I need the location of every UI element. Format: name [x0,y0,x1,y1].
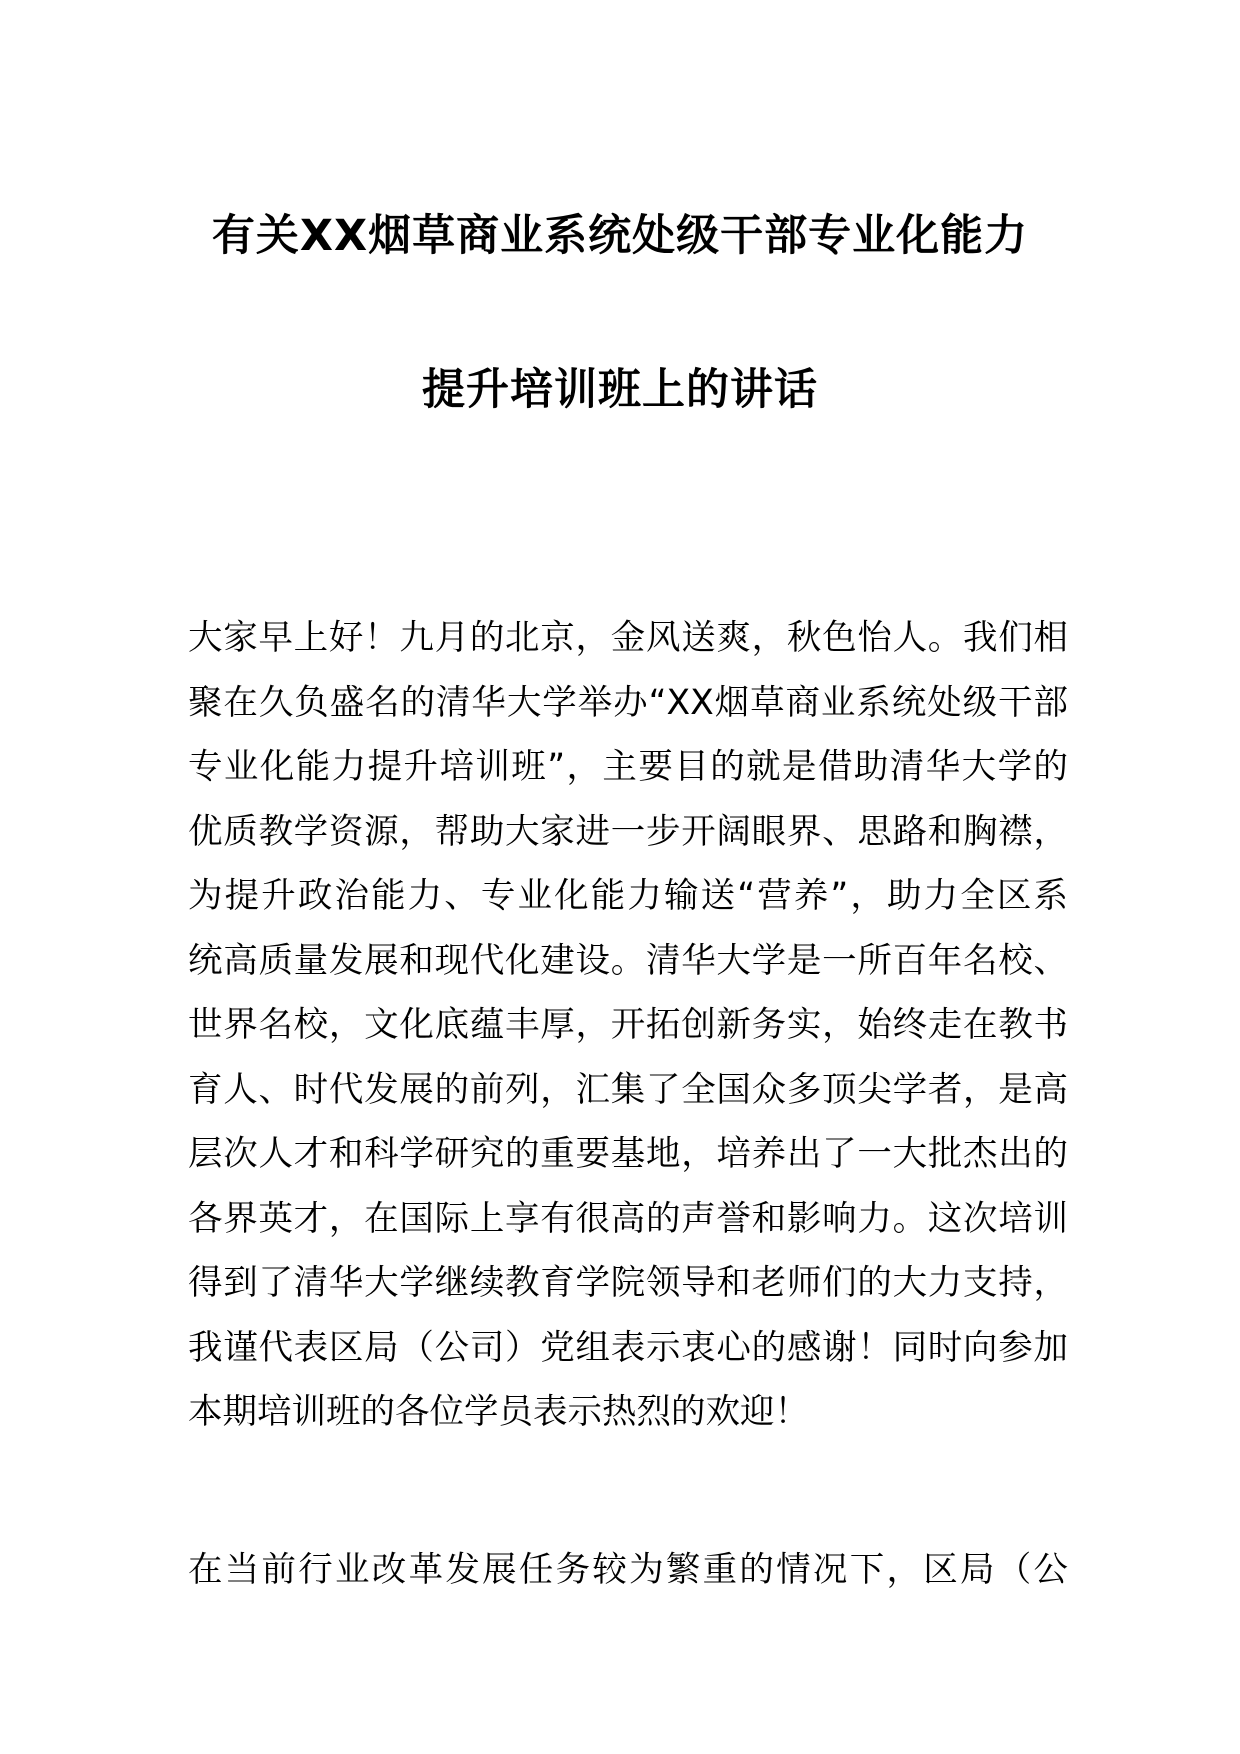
paragraph-1-line: 层次人才和科学研究的重要基地，培养出了一大批杰出的 [188,1134,1068,1174]
paragraph-2-line: 在当前行业改革发展任务较为繁重的情况下，区局（公 [188,1550,1068,1590]
paragraph-1-line: 我谨代表区局（公司）党组表示衷心的感谢！同时向参加 [188,1327,1068,1368]
paragraph-1-line: 统高质量发展和现代化建设。清华大学是一所百年名校、 [188,940,1068,981]
paragraph-1-line: 为提升政治能力、专业化能力输送“营养”，助力全区系 [188,876,1068,916]
paragraph-1 [188,606,1068,1445]
paragraph-1-line: 优质教学资源，帮助大家进一步开阔眼界、思路和胸襟， [188,811,1068,852]
paragraph-1-line: 各界英才，在国际上享有很高的声誉和影响力。这次培训 [188,1198,1068,1239]
paragraph-1-line: 大家早上好！九月的北京，金风送爽，秋色怡人。我们相 [188,618,1068,658]
paragraph-1-line: 专业化能力提升培训班”，主要目的就是借助清华大学的 [188,747,1068,787]
document-title-line-1: 有关XX烟草商业系统处级干部专业化能力 [211,211,1029,261]
paragraph-1-line: 世界名校，文化底蕴丰厚，开拓创新务实，始终走在教书 [188,1005,1068,1045]
paragraph-1-line: 育人、时代发展的前列，汇集了全国众多顶尖学者，是高 [188,1069,1068,1110]
paragraph-1-line: 得到了清华大学继续教育学院领导和老师们的大力支持， [188,1263,1068,1303]
paragraph-1-line: 聚在久负盛名的清华大学举办“XX烟草商业系统处级干部 [188,682,1068,723]
document-title-line-2: 提升培训班上的讲话 [422,365,818,415]
paragraph-2 [188,1538,1068,1603]
paragraph-1-line: 本期培训班的各位学员表示热烈的欢迎！ [188,1392,809,1432]
